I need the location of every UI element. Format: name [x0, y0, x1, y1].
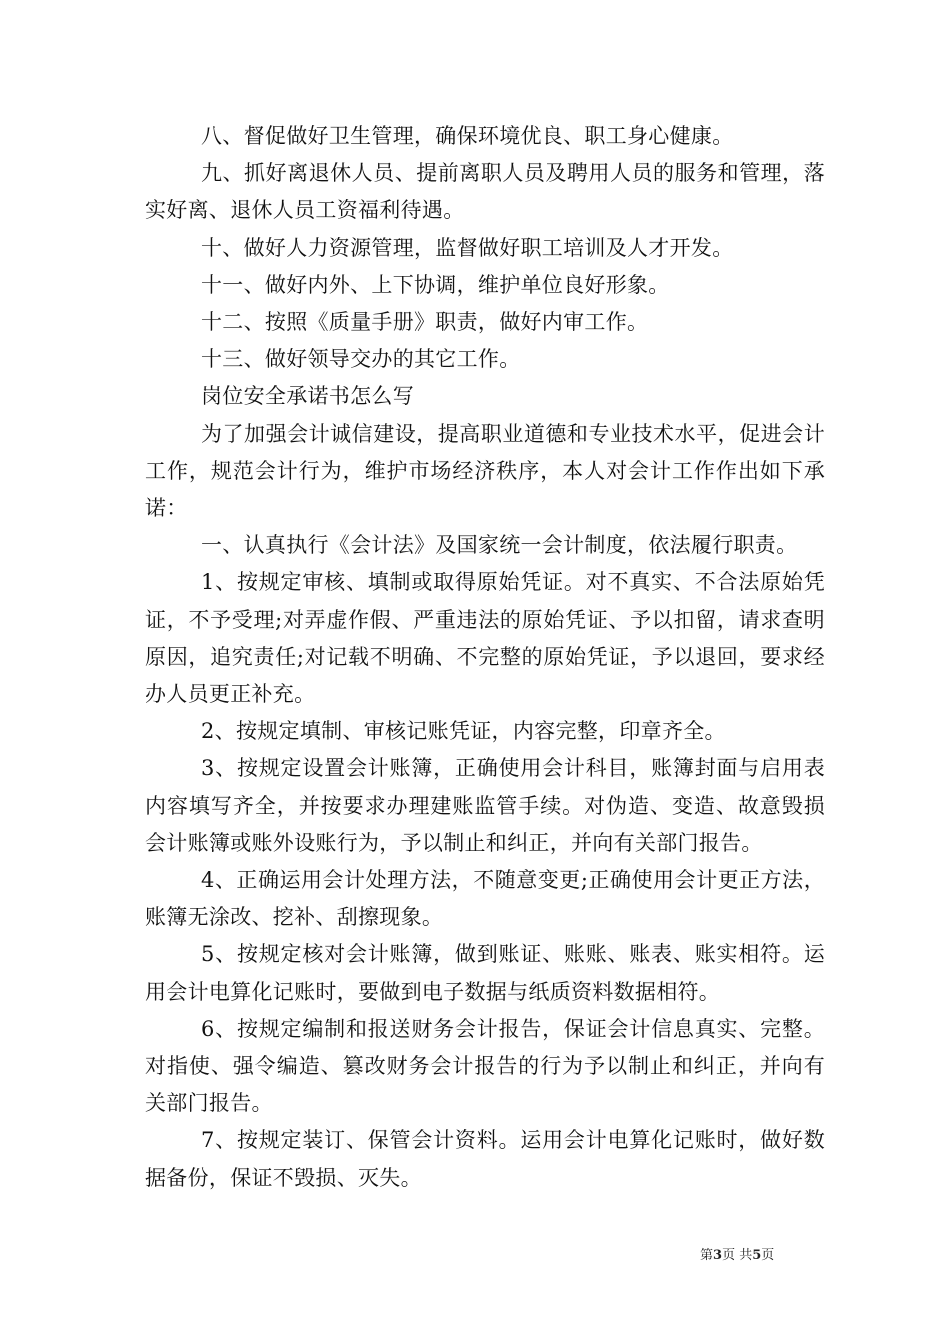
paragraph: 为了加强会计诚信建设，提高职业道德和专业技术水平，促进会计工作，规范会计行为，维护市场经济秩序，本人对会计工作作出如下承诺：	[145, 421, 825, 521]
section-heading: 岗位安全承诺书怎么写	[201, 384, 414, 409]
paragraph: 3、按规定设置会计账簿，正确使用会计科目，账簿封面与启用表内容填写齐全，并按要求办理建账监管手续。对伪造、变造、故意毁损会计账簿或账外设账行为，予以制止和纠正，并向有关部门报告。	[145, 756, 825, 855]
paragraph: 十二、按照《质量手册》职责，做好内审工作。	[201, 310, 649, 335]
paragraph: 2、按规定填制、审核记账凭证，内容完整，印章齐全。	[201, 719, 726, 744]
paragraph: 十三、做好领导交办的其它工作。	[201, 347, 521, 372]
page-footer	[700, 1248, 860, 1264]
paragraph: 5、按规定核对会计账簿，做到账证、账账、账表、账实相符。运用会计电算化记账时，要做到电子数据与纸质资料数据相符。	[145, 942, 825, 1004]
paragraph: 7、按规定装订、保管会计资料。运用会计电算化记账时，做好数据备份，保证不毁损、灭失。	[145, 1128, 825, 1190]
paragraph: 一、认真执行《会计法》及国家统一会计制度，依法履行职责。	[201, 533, 798, 558]
paragraph: 十一、做好内外、上下协调，维护单位良好形象。	[201, 272, 670, 297]
paragraph: 八、督促做好卫生管理，确保环境优良、职工身心健康。	[201, 124, 734, 148]
paragraph: 十、做好人力资源管理，监督做好职工培训及人才开发。	[201, 235, 734, 260]
paragraph: 6、按规定编制和报送财务会计报告，保证会计信息真实、完整。对指使、强令编造、篡改财务会计报告的行为予以制止和纠正，并向有关部门报告。	[145, 1016, 825, 1116]
paragraph: 4、正确运用会计处理方法，不随意变更;正确使用会计更正方法，账簿无涂改、挖补、刮擦现象。	[145, 868, 825, 930]
footer-prefix: 第	[700, 1248, 714, 1263]
footer-suffix: 页	[761, 1248, 775, 1263]
current-page-number: 3	[713, 1248, 723, 1263]
total-page-number: 5	[752, 1248, 762, 1263]
paragraph: 九、抓好离退休人员、提前离职人员及聘用人员的服务和管理，落实好离、退休人员工资福利待遇。	[145, 161, 825, 223]
paragraph: 1、按规定审核、填制或取得原始凭证。对不真实、不合法原始凭证，不予受理;对弄虚作假、严重违法的原始凭证、予以扣留，请求查明原因，追究责任;对记载不明确、不完整的原始凭证，予以退回，要求经办人员更正补充。	[145, 570, 825, 707]
document-body	[145, 118, 825, 1197]
footer-middle: 页 共	[722, 1248, 753, 1263]
